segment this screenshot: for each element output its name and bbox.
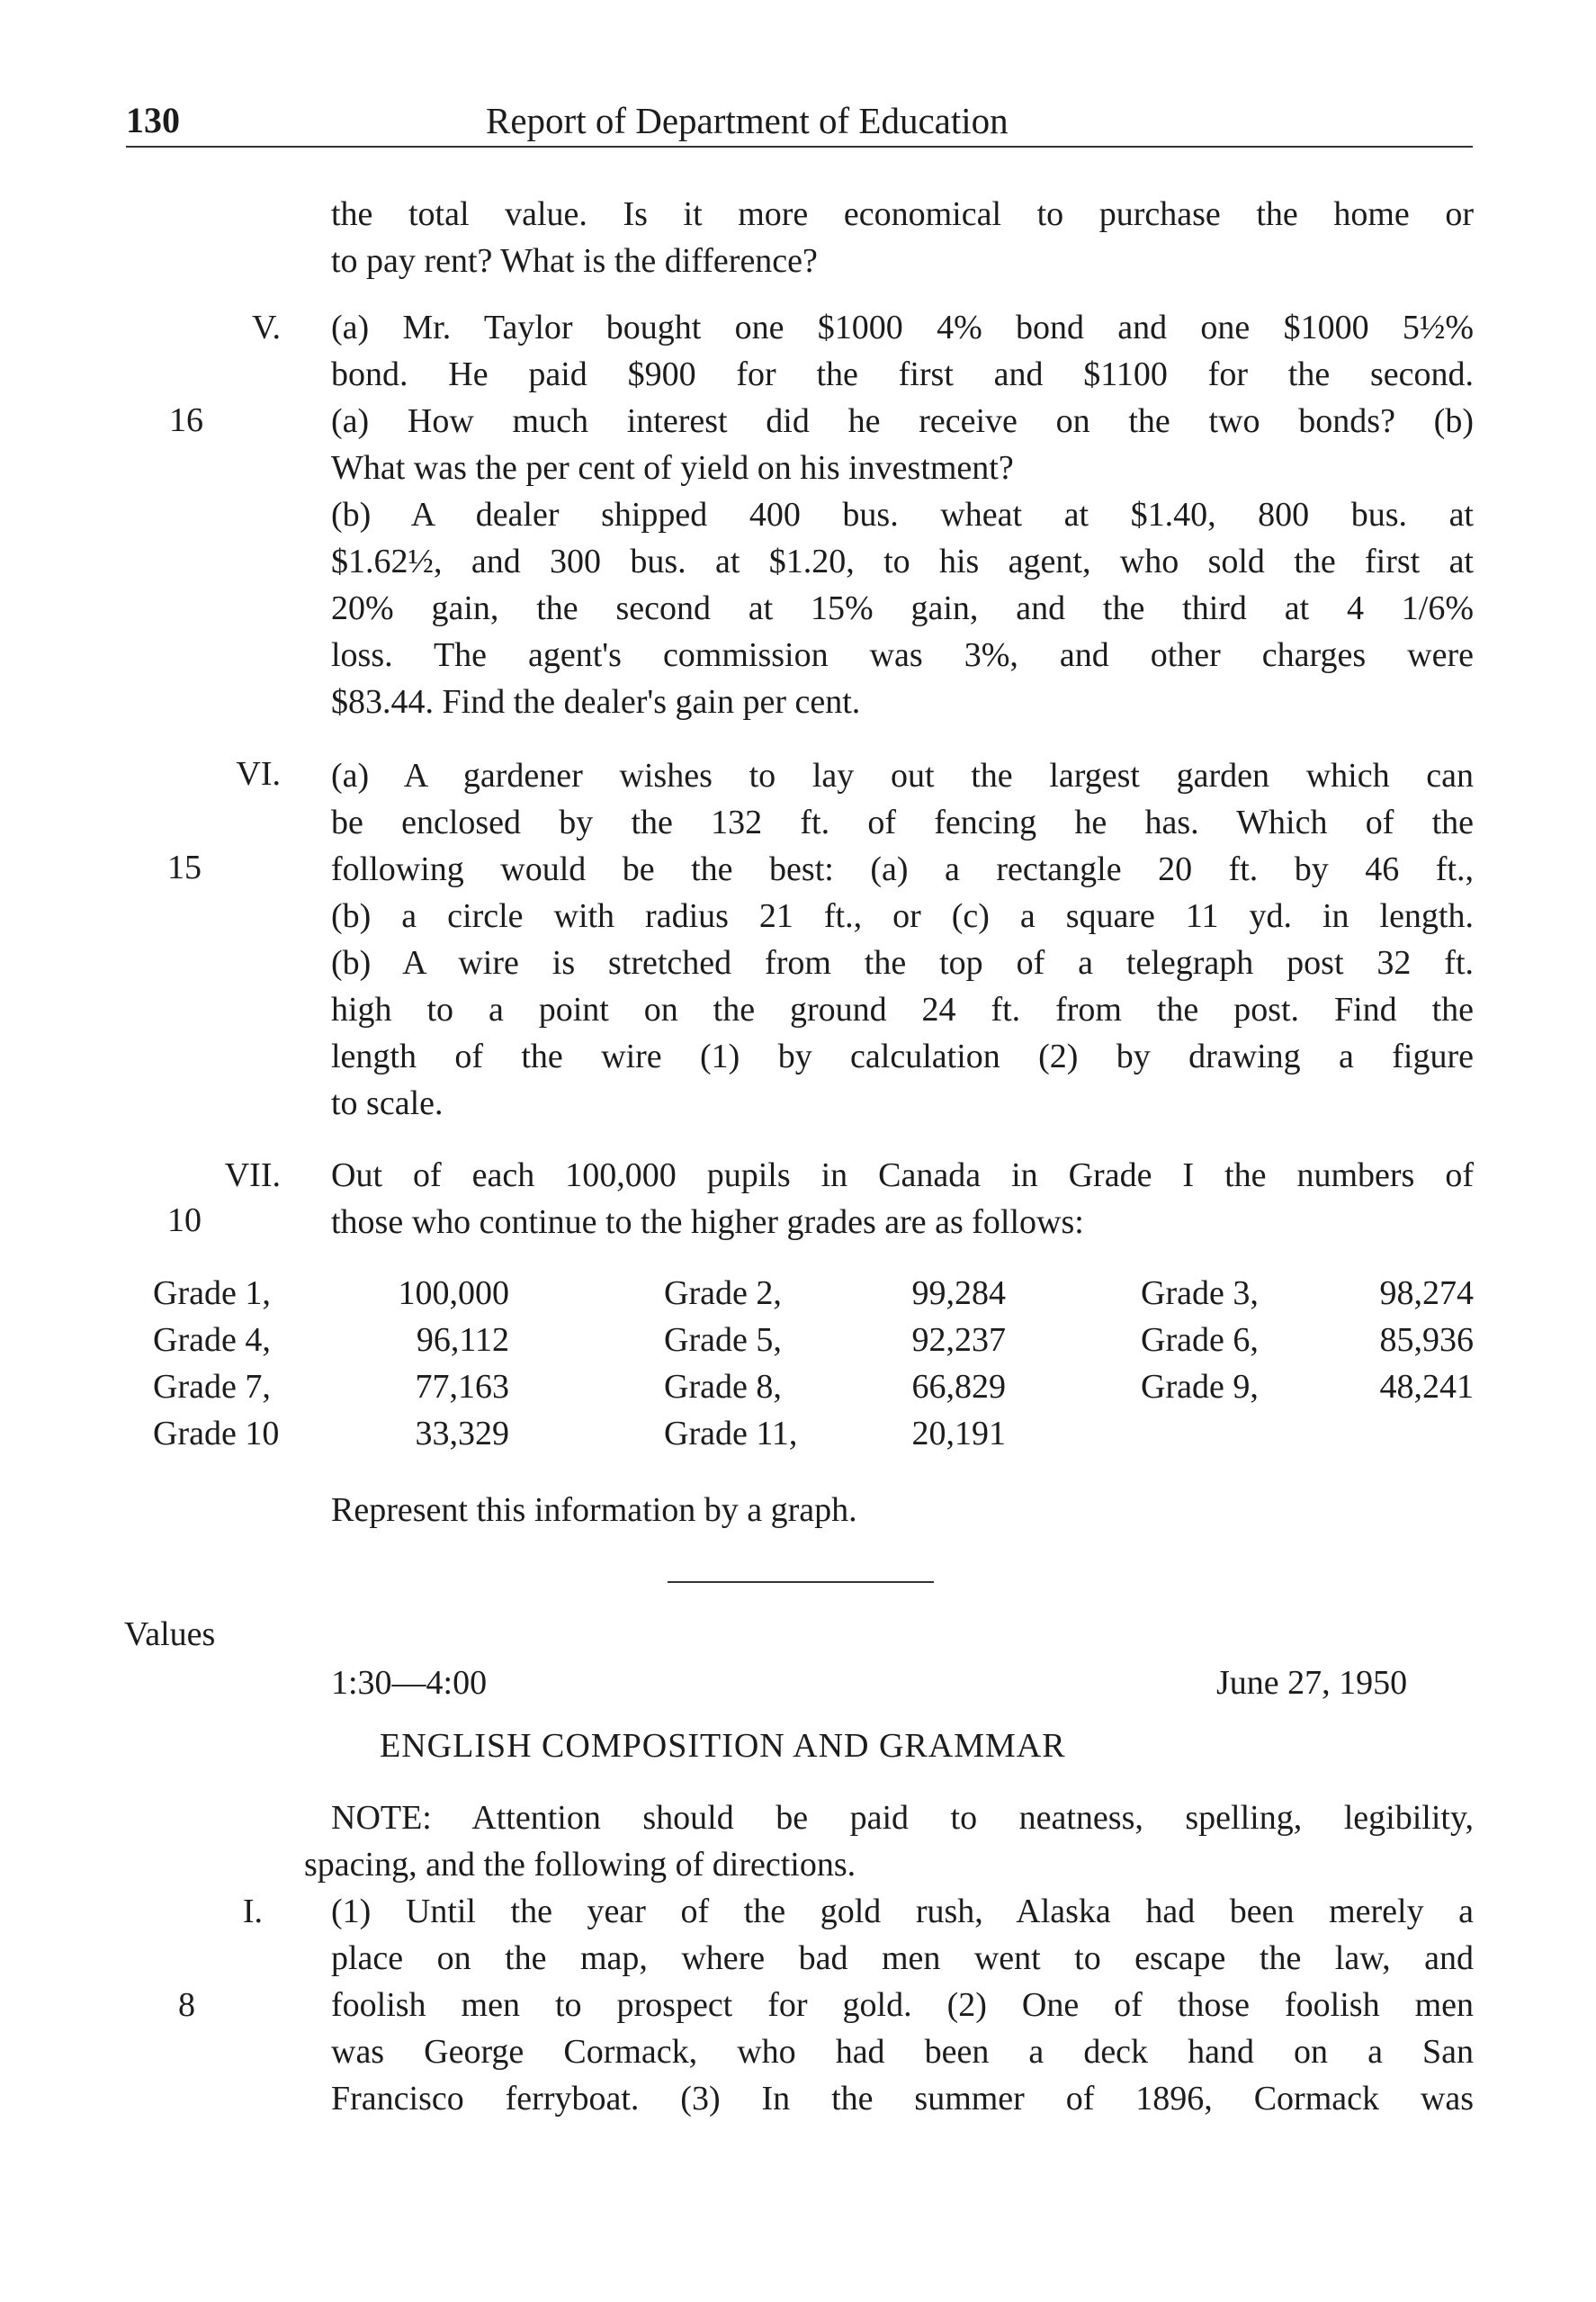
page-number: 130 [126,100,180,140]
marks-vi: 15 [167,849,202,886]
exam-date: June 27, 1950 [1216,1664,1408,1702]
text-line: length of the wire (1) by calculation (2) by drawing a figure [331,1038,1474,1075]
question-numeral-vii: VII. [224,1156,281,1194]
grade-value: 100,000 [398,1274,509,1312]
question-numeral-v: V. [251,309,281,346]
text-line: NOTE: Attention should be paid to neatness, spelling, legibility, [331,1799,1474,1837]
grade-value: 77,163 [415,1368,509,1406]
exam-title: ENGLISH COMPOSITION AND GRAMMAR [380,1727,1066,1765]
question-v-text [331,304,1474,725]
grade-value: 92,237 [911,1321,1006,1359]
text-line: 20% gain, the second at 15% gain, and the third at 4 1/6% [331,589,1474,627]
grade-label: Grade 6, [1141,1321,1259,1359]
grade-label: Grade 9, [1141,1368,1259,1406]
question-i-text [331,1888,1474,2122]
text-line: bond. He paid $900 for the first and $1100 for the second. [331,355,1474,393]
running-header-title: Report of Department of Education [486,100,1009,141]
header-rule [126,146,1473,148]
grade-label: Grade 2, [664,1274,782,1312]
text-line: Francisco ferryboat. (3) In the summer of 1896, Cormack was [331,2080,1474,2118]
text-line: Out of each 100,000 pupils in Canada in Grade I the numbers of [331,1156,1474,1194]
section-divider [668,1581,934,1583]
grade-value: 66,829 [911,1368,1006,1406]
grade-value: 96,112 [416,1321,509,1359]
question-vii-text [331,1152,1474,1245]
grade-value: 33,329 [415,1415,509,1452]
grade-label: Grade 7, [153,1368,271,1406]
text-line: $1.62½, and 300 bus. at $1.20, to his agent, who sold the first at [331,543,1474,580]
grade-label: Grade 5, [664,1321,782,1359]
text-line: (b) A wire is stretched from the top of a telegraph post 32 ft. [331,944,1474,982]
question-vi-text [331,752,1474,1127]
marks-i: 8 [178,1986,195,2024]
values-label: Values [124,1615,216,1653]
text-line: $83.44. Find the dealer's gain per cent. [331,683,861,721]
intro-paragraph [331,191,1474,284]
question-numeral-vi: VI. [236,755,281,793]
grade-value: 85,936 [1379,1321,1474,1359]
grade-value: 20,191 [911,1415,1006,1452]
text-line: high to a point on the ground 24 ft. from the post. Find the [331,991,1474,1029]
text-line: (a) A gardener wishes to lay out the largest garden which can [331,757,1474,795]
grade-label: Grade 11, [664,1415,798,1452]
text-line: following would be the best: (a) a rectangle 20 ft. by 46 ft., [331,850,1474,888]
text-line: place on the map, where bad men went to escape the law, and [331,1939,1474,1977]
grade-label: Grade 8, [664,1368,782,1406]
grade-label: Grade 1, [153,1274,271,1312]
graph-instruction: Represent this information by a graph. [331,1491,857,1529]
text-line: those who continue to the higher grades are as follows: [331,1203,1084,1241]
text-line: the total value. Is it more economical to purchase the home or [331,195,1474,233]
exam-note [304,1794,1474,1888]
text-line: foolish men to prospect for gold. (2) One of those foolish men [331,1986,1474,2024]
text-line: (a) Mr. Taylor bought one $1000 4% bond and one $1000 5½% [331,309,1474,346]
text-line: loss. The agent's commission was 3%, and other charges were [331,636,1474,674]
text-line: (b) a circle with radius 21 ft., or (c) a square 11 yd. in length. [331,897,1474,935]
exam-time: 1:30—4:00 [331,1664,488,1702]
question-numeral-i: I. [242,1893,263,1930]
marks-vii: 10 [167,1201,202,1239]
grade-value: 99,284 [911,1274,1006,1312]
grade-value: 98,274 [1379,1274,1474,1312]
text-line: spacing, and the following of directions. [304,1846,856,1884]
text-line: (b) A dealer shipped 400 bus. wheat at $1.40, 800 bus. at [331,496,1474,534]
text-line: to pay rent? What is the difference? [331,242,818,280]
text-line: to scale. [331,1084,444,1122]
grade-label: Grade 10 [153,1415,280,1452]
grade-value: 48,241 [1379,1368,1474,1406]
grade-label: Grade 4, [153,1321,271,1359]
text-line: was George Cormack, who had been a deck hand on a San [331,2033,1474,2071]
marks-v: 16 [169,401,203,439]
text-line: (a) How much interest did he receive on the two bonds? (b) [331,402,1474,440]
text-line: be enclosed by the 132 ft. of fencing he has. Which of the [331,804,1474,841]
text-line: What was the per cent of yield on his investment? [331,449,1014,487]
text-line: (1) Until the year of the gold rush, Alaska had been merely a [331,1893,1474,1930]
grade-label: Grade 3, [1141,1274,1259,1312]
